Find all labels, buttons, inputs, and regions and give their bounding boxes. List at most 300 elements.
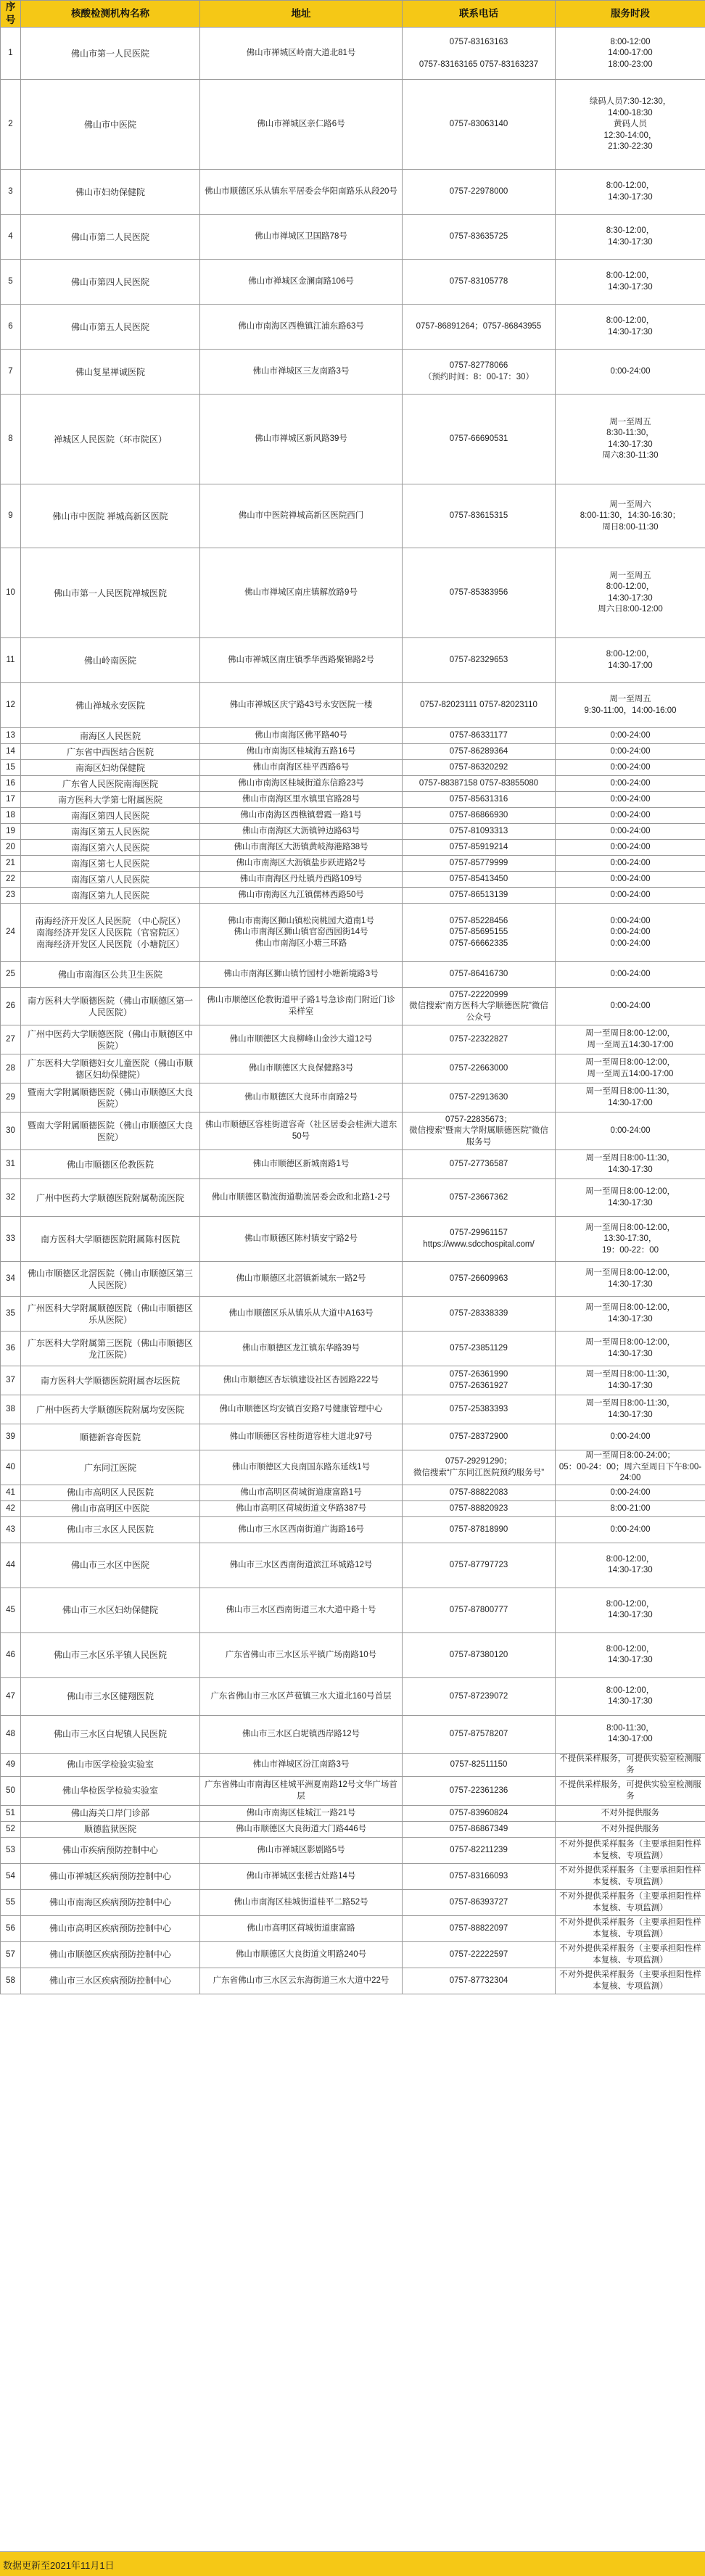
cell-phone: 0757-22663000 (403, 1054, 556, 1083)
cell-phone: 0757-83635725 (403, 215, 556, 260)
cell-hours: 8:30-12:00， 14:30-17:30 (556, 215, 705, 260)
cell-name: 佛山市高明区中医院 (21, 1500, 200, 1516)
cell-hours: 0:00-24:00 (556, 1112, 705, 1150)
cell-address: 佛山市禅城区南庄镇季华西路聚锦路2号 (200, 638, 403, 683)
cell-hours: 不对外提供采样服务（主要承担阳性样本复核、专项监测） (556, 1968, 705, 1994)
table-row (1, 824, 705, 840)
cell-hours: 0:00-24:00 (556, 872, 705, 888)
cell-no: 11 (1, 638, 21, 683)
table-row (1, 1806, 705, 1822)
cell-address: 佛山市南海区狮山镇竹园村小塘新境路3号 (200, 962, 403, 988)
cell-no: 36 (1, 1332, 21, 1366)
cell-name: 广东医科大学顺德妇女儿童医院（佛山市顺德区妇幼保健院） (21, 1054, 200, 1083)
cell-name: 佛山市高明区人民医院 (21, 1485, 200, 1500)
cell-hours: 不对外提供采样服务（主要承担阳性样本复核、专项监测） (556, 1916, 705, 1942)
cell-name: 南方医科大学顺德医院（佛山市顺德区第一人民医院） (21, 988, 200, 1025)
cell-hours: 8:00-12:00 14:00-17:00 18:00-23:00 (556, 28, 705, 80)
cell-address: 佛山市禅城区影剧路5号 (200, 1838, 403, 1864)
table-row (1, 484, 705, 548)
cell-phone: 0757-86867349 (403, 1822, 556, 1838)
cell-name: 顺德监狱医院 (21, 1822, 200, 1838)
table-row (1, 1054, 705, 1083)
cell-no: 22 (1, 872, 21, 888)
cell-address: 佛山市三水区西南街道三水大道中路十号 (200, 1588, 403, 1632)
cell-address: 佛山市顺德区大良街道大门路446号 (200, 1822, 403, 1838)
cell-hours: 周一至周日8:00-11:30， 14:30-17:00 (556, 1083, 705, 1112)
cell-no: 35 (1, 1297, 21, 1332)
cell-name: 广东医科大学附属第三医院（佛山市顺德区龙江医院） (21, 1332, 200, 1366)
cell-phone: 0757-83105778 (403, 260, 556, 305)
cell-hours: 周一至周五 9:30-11:00，14:00-16:00 (556, 683, 705, 728)
cell-no: 46 (1, 1632, 21, 1677)
cell-hours: 0:00-24:00 (556, 350, 705, 395)
cell-hours: 周一至周日8:00-12:00， 14:30-17:30 (556, 1297, 705, 1332)
cell-no: 23 (1, 888, 21, 904)
cell-hours: 8:00-12:00， 14:30-17:30 (556, 1677, 705, 1715)
table-row (1, 548, 705, 638)
cell-hours: 周一至周日8:00-11:30， 14:30-17:30 (556, 1395, 705, 1424)
cell-no: 6 (1, 305, 21, 350)
cell-address: 广东省佛山市三水区芦苞镇三水大道北160号首层 (200, 1677, 403, 1715)
cell-address: 佛山市高明区荷城街道康富路1号 (200, 1485, 403, 1500)
cell-phone: 0757-85779999 (403, 856, 556, 872)
cell-phone: 0757-82023111 0757-82023110 (403, 683, 556, 728)
cell-address: 佛山市顺德区大良南国东路东延线1号 (200, 1450, 403, 1485)
cell-phone: 0757-81093313 (403, 824, 556, 840)
cell-hours: 8:00-12:00， 14:30-17:00 (556, 638, 705, 683)
cell-name: 佛山海关口岸门诊部 (21, 1806, 200, 1822)
table-row (1, 904, 705, 962)
cell-phone: 0757-83615315 (403, 484, 556, 548)
table-row (1, 1677, 705, 1715)
cell-name: 南海区第五人民医院 (21, 824, 200, 840)
table-row (1, 80, 705, 170)
cell-address: 佛山市顺德区陈村镇安宁路2号 (200, 1217, 403, 1262)
cell-hours: 0:00-24:00 (556, 962, 705, 988)
table-row (1, 1424, 705, 1450)
cell-no: 51 (1, 1806, 21, 1822)
table-row (1, 962, 705, 988)
cell-no: 14 (1, 744, 21, 760)
cell-name: 广东省人民医院南海医院 (21, 776, 200, 792)
cell-no: 44 (1, 1543, 21, 1588)
cell-name: 暨南大学附属顺德医院（佛山市顺德区大良医院） (21, 1112, 200, 1150)
cell-name: 顺德新容奇医院 (21, 1424, 200, 1450)
cell-address: 佛山市顺德区伦教街道甲子路1号急诊南门附近门诊采样室 (200, 988, 403, 1025)
cell-name: 南海区第七人民医院 (21, 856, 200, 872)
cell-no: 30 (1, 1112, 21, 1150)
cell-no: 58 (1, 1968, 21, 1994)
cell-phone: 0757-22913630 (403, 1083, 556, 1112)
cell-name: 暨南大学附属顺德医院（佛山市顺德区大良医院） (21, 1083, 200, 1112)
cell-no: 29 (1, 1083, 21, 1112)
table-row (1, 1179, 705, 1217)
cell-name: 广东同江医院 (21, 1450, 200, 1485)
cell-name: 佛山市三水区乐平镇人民医院 (21, 1632, 200, 1677)
cell-name: 佛山市三水区人民医院 (21, 1516, 200, 1543)
cell-hours: 8:00-12:00， 14:30-17:30 (556, 1632, 705, 1677)
cell-phone: 0757-85383956 (403, 548, 556, 638)
cell-hours: 8:00-21:00 (556, 1500, 705, 1516)
cell-phone: 0757-86331177 (403, 728, 556, 744)
table-row (1, 1838, 705, 1864)
cell-no: 7 (1, 350, 21, 395)
cell-phone: 0757-86393727 (403, 1890, 556, 1916)
cell-phone: 0757-82511150 (403, 1753, 556, 1776)
cell-no: 42 (1, 1500, 21, 1516)
table-row (1, 28, 705, 80)
cell-no: 39 (1, 1424, 21, 1450)
cell-address: 佛山市顺德区乐从镇乐从大道中A163号 (200, 1297, 403, 1332)
cell-phone: 0757-87380120 (403, 1632, 556, 1677)
cell-address: 佛山市禅城区岭南大道北81号 (200, 28, 403, 80)
cell-name: 广州中医药大学顺德医院（佛山市顺德区中医院） (21, 1025, 200, 1054)
table-row (1, 1715, 705, 1753)
table-row (1, 215, 705, 260)
cell-no: 41 (1, 1485, 21, 1500)
cell-hours: 绿码人员7:30-12:30， 14:00-18:30 黄码人员 12:30-14:00， 21:30-22:30 (556, 80, 705, 170)
cell-no: 49 (1, 1753, 21, 1776)
cell-name: 佛山市第四人民医院 (21, 260, 200, 305)
cell-phone: 0757-86866930 (403, 808, 556, 824)
table-row (1, 1753, 705, 1776)
table-row (1, 1916, 705, 1942)
update-note: 数据更新至2021年11月1日 (3, 2560, 115, 2571)
cell-address: 佛山市南海区九江镇儒林西路50号 (200, 888, 403, 904)
cell-hours: 周一至周日8:00-12:00， 14:30-17:30 (556, 1332, 705, 1366)
cell-hours: 0:00-24:00 (556, 856, 705, 872)
table-row (1, 1543, 705, 1588)
cell-address: 佛山市南海区桂城海五路16号 (200, 744, 403, 760)
cell-no: 43 (1, 1516, 21, 1543)
cell-name: 南方医科大学顺德医院附属陈村医院 (21, 1217, 200, 1262)
cell-phone: 0757-85228456 0757-85695155 0757-66662335 (403, 904, 556, 962)
cell-name: 南海区第八人民医院 (21, 872, 200, 888)
cell-name: 佛山市三水区疾病预防控制中心 (21, 1968, 200, 1994)
cell-phone: 0757-82778066 （预约时间：8：00-17：30） (403, 350, 556, 395)
cell-name: 佛山市三水区妇幼保健院 (21, 1588, 200, 1632)
cell-hours: 不对外提供采样服务（主要承担阳性样本复核、专项监测） (556, 1890, 705, 1916)
cell-hours: 8:00-12:00， 14:30-17:30 (556, 260, 705, 305)
cell-no: 54 (1, 1864, 21, 1890)
table-row (1, 1942, 705, 1968)
cell-phone: 0757-88387158 0757-83855080 (403, 776, 556, 792)
cell-address: 佛山市禅城区南庄镇解放路9号 (200, 548, 403, 638)
table-header-row (1, 1, 705, 28)
cell-hours: 0:00-24:00 (556, 808, 705, 824)
cell-address: 佛山市禅城区亲仁路6号 (200, 80, 403, 170)
cell-name: 南海区妇幼保健院 (21, 760, 200, 776)
cell-name: 佛山市第一人民医院禅城医院 (21, 548, 200, 638)
cell-hours: 8:00-12:00， 14:30-17:30 (556, 305, 705, 350)
cell-phone: 0757-28372900 (403, 1424, 556, 1450)
cell-no: 37 (1, 1366, 21, 1395)
cell-address: 佛山市顺德区均安镇百安路7号健康管理中心 (200, 1395, 403, 1424)
cell-address: 佛山市南海区桂城江一路21号 (200, 1806, 403, 1822)
cell-name: 南海区第四人民医院 (21, 808, 200, 824)
cell-name: 佛山市第一人民医院 (21, 28, 200, 80)
cell-name: 广东省中西医结合医院 (21, 744, 200, 760)
table-row (1, 1485, 705, 1500)
cell-phone: 0757-82329653 (403, 638, 556, 683)
table-row (1, 1864, 705, 1890)
table-row (1, 792, 705, 808)
cell-phone: 0757-27736587 (403, 1150, 556, 1179)
cell-address: 广东省佛山市三水区乐平镇广场南路10号 (200, 1632, 403, 1677)
table-row (1, 1332, 705, 1366)
cell-name: 佛山市高明区疾病预防控制中心 (21, 1916, 200, 1942)
cell-no: 12 (1, 683, 21, 728)
cell-address: 佛山市顺德区大良保健路3号 (200, 1054, 403, 1083)
cell-address: 佛山市南海区桂平西路6号 (200, 760, 403, 776)
cell-no: 40 (1, 1450, 21, 1485)
cell-name: 佛山市三水区健翔医院 (21, 1677, 200, 1715)
cell-phone: 0757-85631316 (403, 792, 556, 808)
cell-address: 广东省佛山市三水区云东海街道三水大道中22号 (200, 1968, 403, 1994)
cell-no: 33 (1, 1217, 21, 1262)
table-row (1, 1150, 705, 1179)
cell-no: 20 (1, 840, 21, 856)
header-phone: 联系电话 (403, 1, 556, 28)
cell-address: 佛山市顺德区大良街道文明路240号 (200, 1942, 403, 1968)
footer-bar (0, 2551, 705, 2576)
cell-address: 佛山市中医院禅城高新区医院西门 (200, 484, 403, 548)
cell-phone: 0757-88820923 (403, 1500, 556, 1516)
cell-no: 57 (1, 1942, 21, 1968)
cell-no: 55 (1, 1890, 21, 1916)
cell-no: 26 (1, 988, 21, 1025)
cell-phone: 0757-23667362 (403, 1179, 556, 1217)
cell-phone: 0757-88822083 (403, 1485, 556, 1500)
cell-no: 24 (1, 904, 21, 962)
cell-address: 佛山市南海区大沥镇盐步跃进路2号 (200, 856, 403, 872)
table-row (1, 260, 705, 305)
cell-address: 佛山市顺德区北滘镇新城东一路2号 (200, 1262, 403, 1297)
table-row (1, 1083, 705, 1112)
cell-address: 佛山市顺德区乐从镇东平居委会华阳南路乐从段20号 (200, 170, 403, 215)
cell-phone: 0757-86513139 (403, 888, 556, 904)
cell-address: 佛山市顺德区龙江镇东华路39号 (200, 1332, 403, 1366)
cell-hours: 周一至周日8:00-12:00， 13:30-17:30， 19：00-22：00 (556, 1217, 705, 1262)
table-row (1, 1588, 705, 1632)
cell-phone: 0757-86320292 (403, 760, 556, 776)
cell-no: 19 (1, 824, 21, 840)
cell-address: 佛山市南海区佛平路40号 (200, 728, 403, 744)
table-row (1, 1632, 705, 1677)
cell-no: 28 (1, 1054, 21, 1083)
cell-phone: 0757-83960824 (403, 1806, 556, 1822)
cell-address: 广东省佛山市南海区桂城平洲夏南路12号文华广场首层 (200, 1777, 403, 1806)
cell-phone: 0757-86289364 (403, 744, 556, 760)
table-row (1, 808, 705, 824)
cell-phone: 0757-87239072 (403, 1677, 556, 1715)
table-row (1, 395, 705, 484)
table-row (1, 1297, 705, 1332)
cell-no: 16 (1, 776, 21, 792)
cell-address: 佛山市南海区西樵镇碧霞一路1号 (200, 808, 403, 824)
cell-hours: 0:00-24:00 (556, 888, 705, 904)
cell-name: 佛山市中医院 禅城高新区医院 (21, 484, 200, 548)
table-row (1, 638, 705, 683)
header-name: 核酸检测机构名称 (21, 1, 200, 28)
cell-address: 佛山市南海区里水镇里官路28号 (200, 792, 403, 808)
cell-phone: 0757-66690531 (403, 395, 556, 484)
cell-hours: 8:00-12:00， 14:30-17:30 (556, 1588, 705, 1632)
cell-hours: 0:00-24:00 (556, 1516, 705, 1543)
table-row (1, 350, 705, 395)
cell-address: 佛山市禅城区新风路39号 (200, 395, 403, 484)
cell-phone: 0757-86416730 (403, 962, 556, 988)
cell-address: 佛山市三水区白坭镇西岸路12号 (200, 1715, 403, 1753)
cell-hours: 不对外提供采样服务（主要承担阳性样本复核、专项监测） (556, 1942, 705, 1968)
cell-phone: 0757-87732304 (403, 1968, 556, 1994)
cell-phone: 0757-29291290； 微信搜索“广东同江医院预约服务号” (403, 1450, 556, 1485)
cell-phone: 0757-29961157 https://www.sdcchospital.com/ (403, 1217, 556, 1262)
table-row (1, 305, 705, 350)
cell-address: 佛山市禅城区庆宁路43号永安医院一楼 (200, 683, 403, 728)
cell-no: 15 (1, 760, 21, 776)
cell-address: 佛山市南海区丹灶镇丹西路109号 (200, 872, 403, 888)
cell-no: 32 (1, 1179, 21, 1217)
cell-address: 佛山市南海区大沥镇黄岐海港路38号 (200, 840, 403, 856)
cell-address: 佛山市禅城区卫国路78号 (200, 215, 403, 260)
cell-no: 21 (1, 856, 21, 872)
cell-address: 佛山市顺德区容桂街道容奇（社区居委会桂洲大道东50号 (200, 1112, 403, 1150)
cell-phone: 0757-26609963 (403, 1262, 556, 1297)
cell-name: 佛山市顺德区疾病预防控制中心 (21, 1942, 200, 1968)
cell-hours: 8:00-12:00， 14:30-17:30 (556, 1543, 705, 1588)
cell-no: 10 (1, 548, 21, 638)
cell-phone: 0757-23851129 (403, 1332, 556, 1366)
table-row (1, 760, 705, 776)
cell-name: 佛山市疾病预防控制中心 (21, 1838, 200, 1864)
table-row (1, 683, 705, 728)
cell-phone: 0757-26361990 0757-26361927 (403, 1366, 556, 1395)
cell-name: 南海区第九人民医院 (21, 888, 200, 904)
cell-name: 佛山市中医院 (21, 80, 200, 170)
table-row (1, 1890, 705, 1916)
table-row (1, 1777, 705, 1806)
cell-name: 广州中医药大学顺德医院附属勒流医院 (21, 1179, 200, 1217)
cell-phone: 0757-87578207 (403, 1715, 556, 1753)
cell-hours: 不对外提供服务 (556, 1806, 705, 1822)
table-row (1, 1217, 705, 1262)
cell-hours: 周一至周日8:00-12:00， 周一至周五14:00-17:00 (556, 1054, 705, 1083)
table-row (1, 888, 705, 904)
cell-name: 佛山市三水区白坭镇人民医院 (21, 1715, 200, 1753)
cell-address: 佛山市顺德区大良环市南路2号 (200, 1083, 403, 1112)
cell-no: 2 (1, 80, 21, 170)
cell-name: 广州医科大学附属顺德医院（佛山市顺德区乐从医院） (21, 1297, 200, 1332)
cell-phone: 0757-22978000 (403, 170, 556, 215)
cell-no: 38 (1, 1395, 21, 1424)
cell-name: 佛山禅城永安医院 (21, 683, 200, 728)
table-row (1, 744, 705, 760)
cell-address: 佛山市南海区桂城街道桂平二路52号 (200, 1890, 403, 1916)
cell-name: 禅城区人民医院（环市院区） (21, 395, 200, 484)
cell-phone: 0757-85919214 (403, 840, 556, 856)
cell-hours: 0:00-24:00 0:00-24:00 0:00-24:00 (556, 904, 705, 962)
cell-no: 1 (1, 28, 21, 80)
table-row (1, 856, 705, 872)
cell-name: 佛山市第五人民医院 (21, 305, 200, 350)
header-hours: 服务时段 (556, 1, 705, 28)
table-row (1, 1112, 705, 1150)
cell-hours: 0:00-24:00 (556, 824, 705, 840)
cell-hours: 0:00-24:00 (556, 988, 705, 1025)
table-body (1, 28, 705, 1994)
cell-no: 18 (1, 808, 21, 824)
cell-address: 佛山市顺德区新城南路1号 (200, 1150, 403, 1179)
cell-hours: 0:00-24:00 (556, 1485, 705, 1500)
cell-hours: 周一至周日8:00-12:00， 14:30-17:30 (556, 1179, 705, 1217)
cell-hours: 不提供采样服务，可提供实验室检测服务 (556, 1777, 705, 1806)
cell-name: 佛山华检医学检验实验室 (21, 1777, 200, 1806)
cell-hours: 不对外提供采样服务（主要承担阳性样本复核、专项监测） (556, 1864, 705, 1890)
table-row (1, 1968, 705, 1994)
cell-hours: 周一至周日8:00-12:00， 周一至周五14:30-17:00 (556, 1025, 705, 1054)
cell-address: 佛山市南海区大沥镇钟边路63号 (200, 824, 403, 840)
cell-hours: 周一至周六 8:00-11:30，14:30-16:30； 周日8:00-11:30 (556, 484, 705, 548)
cell-hours: 0:00-24:00 (556, 840, 705, 856)
cell-name: 佛山市禅城区疾病预防控制中心 (21, 1864, 200, 1890)
cell-hours: 0:00-24:00 (556, 744, 705, 760)
cell-address: 佛山市三水区西南街道滨江环城路12号 (200, 1543, 403, 1588)
cell-name: 广州中医药大学顺德医院附属均安医院 (21, 1395, 200, 1424)
cell-no: 48 (1, 1715, 21, 1753)
cell-phone: 0757-85413450 (403, 872, 556, 888)
cell-phone: 0757-28338339 (403, 1297, 556, 1332)
cell-address: 佛山市南海区狮山镇松岗桃园大道南1号 佛山市南海区狮山镇官窑西园街14号 佛山市南海区小塘三环路 (200, 904, 403, 962)
cell-name: 佛山复星禅诚医院 (21, 350, 200, 395)
cell-name: 南方医科大学顺德医院附属杏坛医院 (21, 1366, 200, 1395)
header-no: 序号 (1, 1, 21, 28)
table-row (1, 776, 705, 792)
cell-hours: 8:00-11:30， 14:30-17:00 (556, 1715, 705, 1753)
cell-no: 53 (1, 1838, 21, 1864)
cell-name: 佛山市顺德区伦教医院 (21, 1150, 200, 1179)
cell-phone: 0757-22220999 微信搜索“南方医科大学顺德医院”微信公众号 (403, 988, 556, 1025)
cell-phone: 0757-87797723 (403, 1543, 556, 1588)
cell-phone: 0757-82211239 (403, 1838, 556, 1864)
cell-hours: 周一至周五 8:30-11:30， 14:30-17:30 周六8:30-11:30 (556, 395, 705, 484)
cell-no: 25 (1, 962, 21, 988)
cell-no: 45 (1, 1588, 21, 1632)
cell-phone: 0757-25383393 (403, 1395, 556, 1424)
cell-hours: 0:00-24:00 (556, 792, 705, 808)
cell-address: 佛山市三水区西南街道广海路16号 (200, 1516, 403, 1543)
cell-hours: 不提供采样服务，可提供实验室检测服务 (556, 1753, 705, 1776)
cell-address: 佛山市顺德区杏坛镇建设社区杏园路222号 (200, 1366, 403, 1395)
cell-hours: 不对外提供采样服务（主要承担阳性样本复核、专项监测） (556, 1838, 705, 1864)
cell-no: 34 (1, 1262, 21, 1297)
cell-address: 佛山市南海区西樵镇江浦东路63号 (200, 305, 403, 350)
cell-name: 佛山市第二人民医院 (21, 215, 200, 260)
table-row (1, 1516, 705, 1543)
cell-address: 佛山市禅城区张槎古灶路14号 (200, 1864, 403, 1890)
cell-address: 佛山市禅城区汾江南路3号 (200, 1753, 403, 1776)
cell-phone: 0757-86891264；0757-86843955 (403, 305, 556, 350)
cell-phone: 0757-22835673； 微信搜索“暨南大学附属顺德医院”微信服务号 (403, 1112, 556, 1150)
cell-hours: 0:00-24:00 (556, 760, 705, 776)
cell-address: 佛山市禅城区三友南路3号 (200, 350, 403, 395)
cell-phone: 0757-83163163 0757-83163165 0757-83163237 (403, 28, 556, 80)
cell-hours: 0:00-24:00 (556, 776, 705, 792)
cell-no: 5 (1, 260, 21, 305)
cell-address: 佛山市禅城区金澜南路106号 (200, 260, 403, 305)
table-row (1, 1025, 705, 1054)
table-row (1, 170, 705, 215)
